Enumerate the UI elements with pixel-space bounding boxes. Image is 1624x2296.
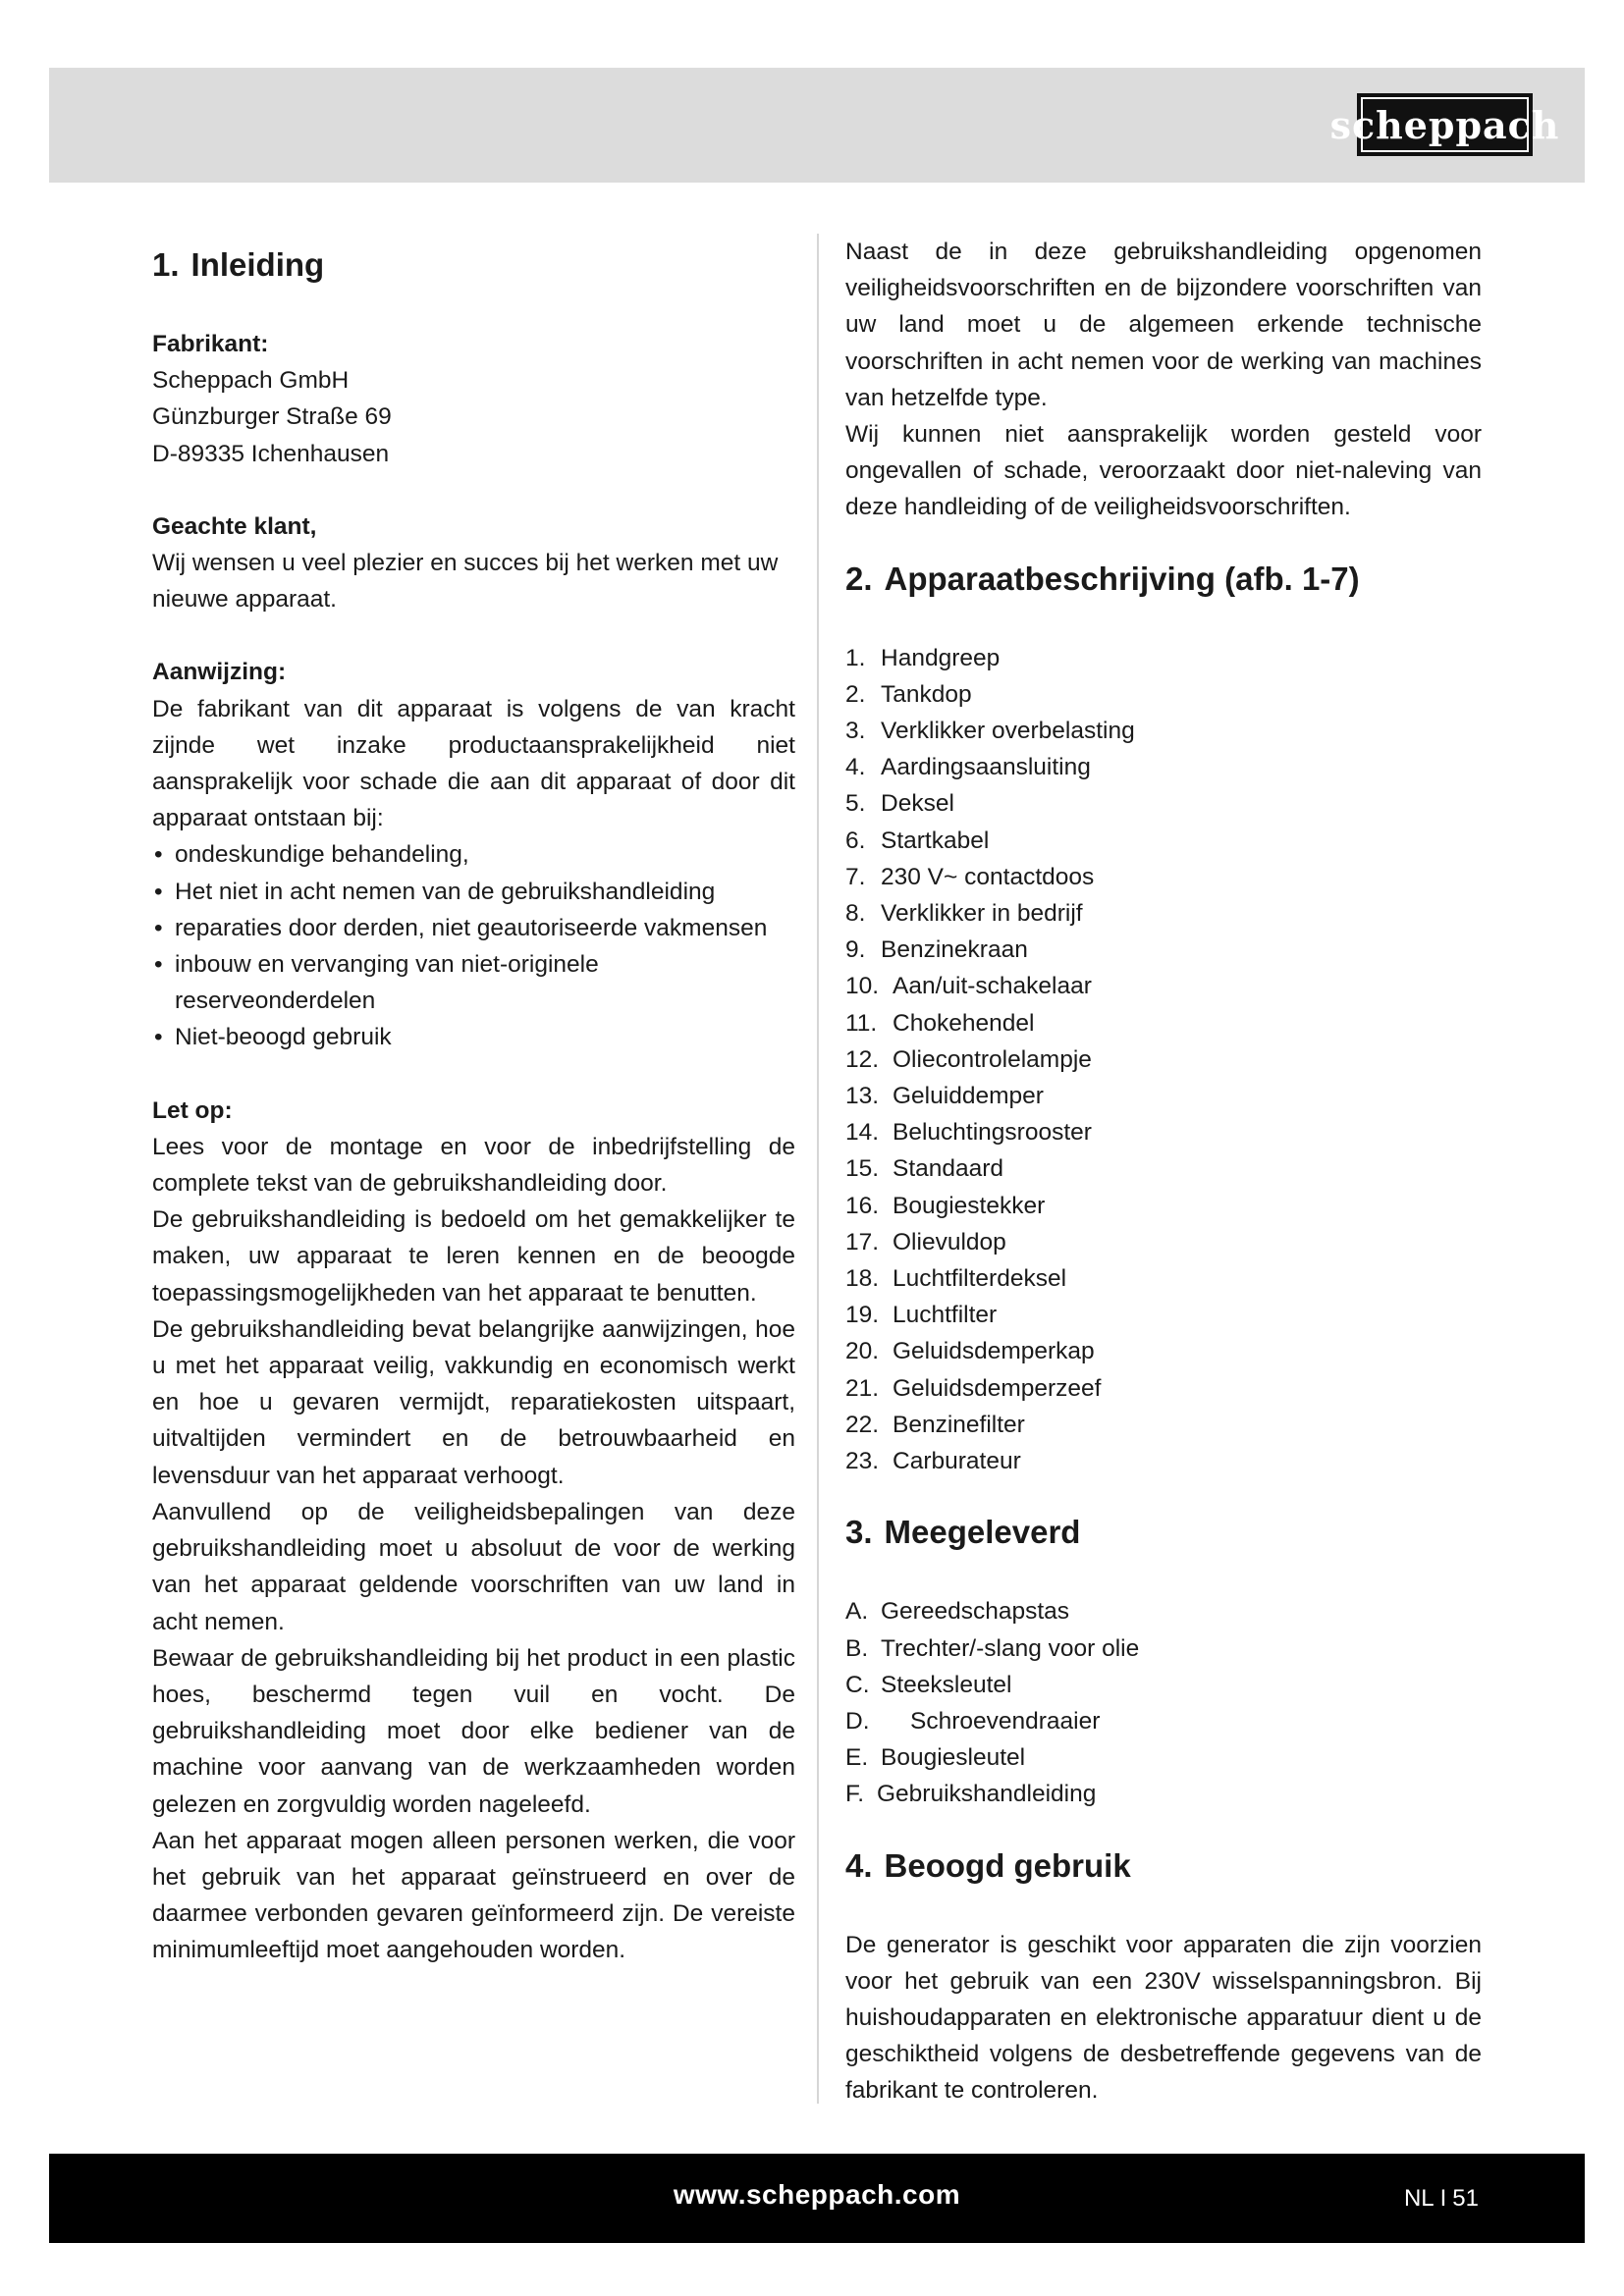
attention-paragraph: Bewaar de gebruikshandleiding bij het product in een plastic hoes, beschermd tegen vuil en vocht. De gebruikshandleiding moet door elke bediener van de machine voor aanvang van de werkzaamheden worden gelezen en zorgvuldig worden nageleefd. (152, 1644, 795, 1818)
list-item: 1. Handgreep (845, 644, 1001, 671)
note-text: De fabrikant van dit apparaat is volgens de van kracht zijnde wet inzake productaansprakelijkheid niet aansprakelijk voor schade die aan dit apparaat of door dit apparaat ontstaan bij: (152, 695, 795, 832)
list-item: 6. Startkabel (845, 827, 990, 854)
list-item: 14. Beluchtingsrooster (845, 1119, 1092, 1147)
manufacturer-line: Scheppach GmbH (152, 367, 350, 395)
list-item: D. Schroevendraaier (845, 1707, 1101, 1735)
list-item: A. Gereedschapstas (845, 1598, 1070, 1626)
note-bullet-list (152, 836, 795, 1055)
section-number: 1. (152, 246, 180, 283)
list-item: • Niet-beoogd gebruik (152, 1019, 795, 1055)
page-separator: I (1439, 2185, 1447, 2212)
footer-band (49, 2154, 1585, 2243)
list-item: 16. Bougiestekker (845, 1192, 1046, 1219)
list-item: 7. 230 V~ contactdoos (845, 863, 1095, 890)
section-title: Meegeleverd (884, 1514, 1081, 1551)
list-item: 8. Verklikker in bedrijf (845, 900, 1083, 928)
list-item: • inbouw en vervanging van niet-originele reserveonderdelen (152, 946, 795, 1019)
list-item: 21. Geluidsdemperzeef (845, 1374, 1102, 1402)
parts-list (845, 640, 1482, 1480)
list-item: 4. Aardingsaansluiting (845, 754, 1091, 781)
list-item: 11. Chokehendel (845, 1009, 1035, 1037)
right-column (845, 234, 1482, 2109)
list-item: E. Bougiesleutel (845, 1744, 1026, 1772)
list-item: 2. Tankdop (845, 680, 972, 708)
intended-use-text: De generator is geschikt voor apparaten die zijn voorzien voor het gebruik van een 230V wisselspanningsbron. Bij huishoudapparaten en elektronische apparatuur dient u de geschiktheid volgens de desbetreffende gegevens van de fabrikant te controleren. (845, 1931, 1482, 2105)
section-4-heading (845, 1846, 1482, 1886)
list-item: 13. Geluiddemper (845, 1083, 1044, 1110)
list-item: • ondeskundige behandeling, (152, 836, 795, 873)
greeting-label: Geachte klant, (152, 512, 317, 540)
list-item: 12. Oliecontrolelampje (845, 1045, 1092, 1073)
scheppach-logo: scheppach (1357, 93, 1533, 156)
list-item: 9. Benzinekraan (845, 936, 1028, 964)
list-item: 15. Standaard (845, 1155, 1004, 1183)
section-title: Apparaatbeschrijving (afb. 1-7) (884, 560, 1360, 597)
list-item: B. Trechter/-slang voor olie (845, 1634, 1140, 1662)
greeting-text: Wij wensen u veel plezier en succes bij het werken met uw nieuwe apparaat. (152, 550, 779, 614)
supplied-list (845, 1593, 1482, 1812)
attention-paragraph: De gebruikshandleiding is bedoeld om het gemakkelijker te maken, uw apparaat te leren kennen en de beoogde toepassingsmogelijkheden van het apparaat te benutten. (152, 1206, 795, 1307)
list-item: 23. Carburateur (845, 1448, 1021, 1475)
list-item: • reparaties door derden, niet geautoriseerde vakmensen (152, 910, 795, 946)
section-number: 2. (845, 560, 873, 597)
manufacturer-label: Fabrikant: (152, 331, 269, 357)
manufacturer-line: Günzburger Straße 69 (152, 403, 392, 431)
list-item: • Het niet in acht nemen van de gebruikshandleiding (152, 874, 795, 910)
intro-paragraph: Wij kunnen niet aansprakelijk worden gesteld voor ongevallen of schade, veroorzaakt door niet-naleving van deze handleiding of de veiligheidsvoorschriften. (845, 421, 1482, 521)
list-item: 3. Verklikker overbelasting (845, 718, 1135, 745)
list-item: 22. Benzinefilter (845, 1411, 1025, 1438)
list-item: F. Gebruikshandleiding (845, 1781, 1097, 1808)
attention-paragraph: De gebruikshandleiding bevat belangrijke aanwijzingen, hoe u met het apparaat veilig, vakkundig en economisch werkt en hoe u gevaren vermijdt, reparatiekosten uitspaart, uitvaltijden vermindert en de betrouwbaarheid en levensduur van het apparaat verhoogt. (152, 1315, 795, 1489)
list-item: 20. Geluidsdemperkap (845, 1338, 1095, 1365)
list-item: 10. Aan/uit-schakelaar (845, 973, 1092, 1000)
section-number: 4. (845, 1846, 873, 1884)
left-column (152, 234, 795, 1969)
language-code: NL (1403, 2185, 1435, 2212)
list-item: 19. Luchtfilter (845, 1302, 998, 1329)
attention-paragraph: Aan het apparaat mogen alleen personen werken, die voor het gebruik van het apparaat geïnstrueerd en over de daarmee verbonden gevaren geïnformeerd zijn. De vereiste minimumleeftijd moet aangehouden worden. (152, 1827, 795, 1964)
list-item: 18. Luchtfilterdeksel (845, 1265, 1067, 1293)
list-item: 5. Deksel (845, 790, 954, 818)
attention-paragraph: Lees voor de montage en voor de inbedrijfstelling de complete tekst van de gebruikshandleiding door. (152, 1133, 795, 1198)
page-number-value: 51 (1452, 2185, 1479, 2212)
attention-paragraph: Aanvullend op de veiligheidsbepalingen van deze gebruikshandleiding moet u absoluut de voor de werking van het apparaat geldende voorschriften van uw land in acht nemen. (152, 1498, 795, 1635)
attention-label: Let op: (152, 1096, 233, 1124)
page-number (1404, 2185, 1479, 2213)
note-label: Aanwijzing: (152, 659, 287, 686)
list-item: 17. Olievuldop (845, 1228, 1006, 1255)
manufacturer-line: D-89335 Ichenhausen (152, 440, 390, 467)
list-item: C. Steeksleutel (845, 1671, 1012, 1698)
section-1-heading (152, 245, 795, 285)
section-number: 3. (845, 1514, 873, 1551)
website-link[interactable]: www.scheppach.com (673, 2179, 961, 2210)
section-2-heading (845, 560, 1482, 599)
column-divider (817, 234, 819, 2104)
section-title: Inleiding (190, 246, 325, 283)
intro-paragraph: Naast de in deze gebruikshandleiding opgenomen veiligheidsvoorschriften en de bijzondere voorschriften van uw land moet u de algemeen erkende technische voorschriften in acht nemen voor de werking van machines van hetzelfde type. (845, 239, 1482, 411)
section-title: Beoogd gebruik (884, 1846, 1131, 1884)
section-3-heading (845, 1513, 1482, 1552)
